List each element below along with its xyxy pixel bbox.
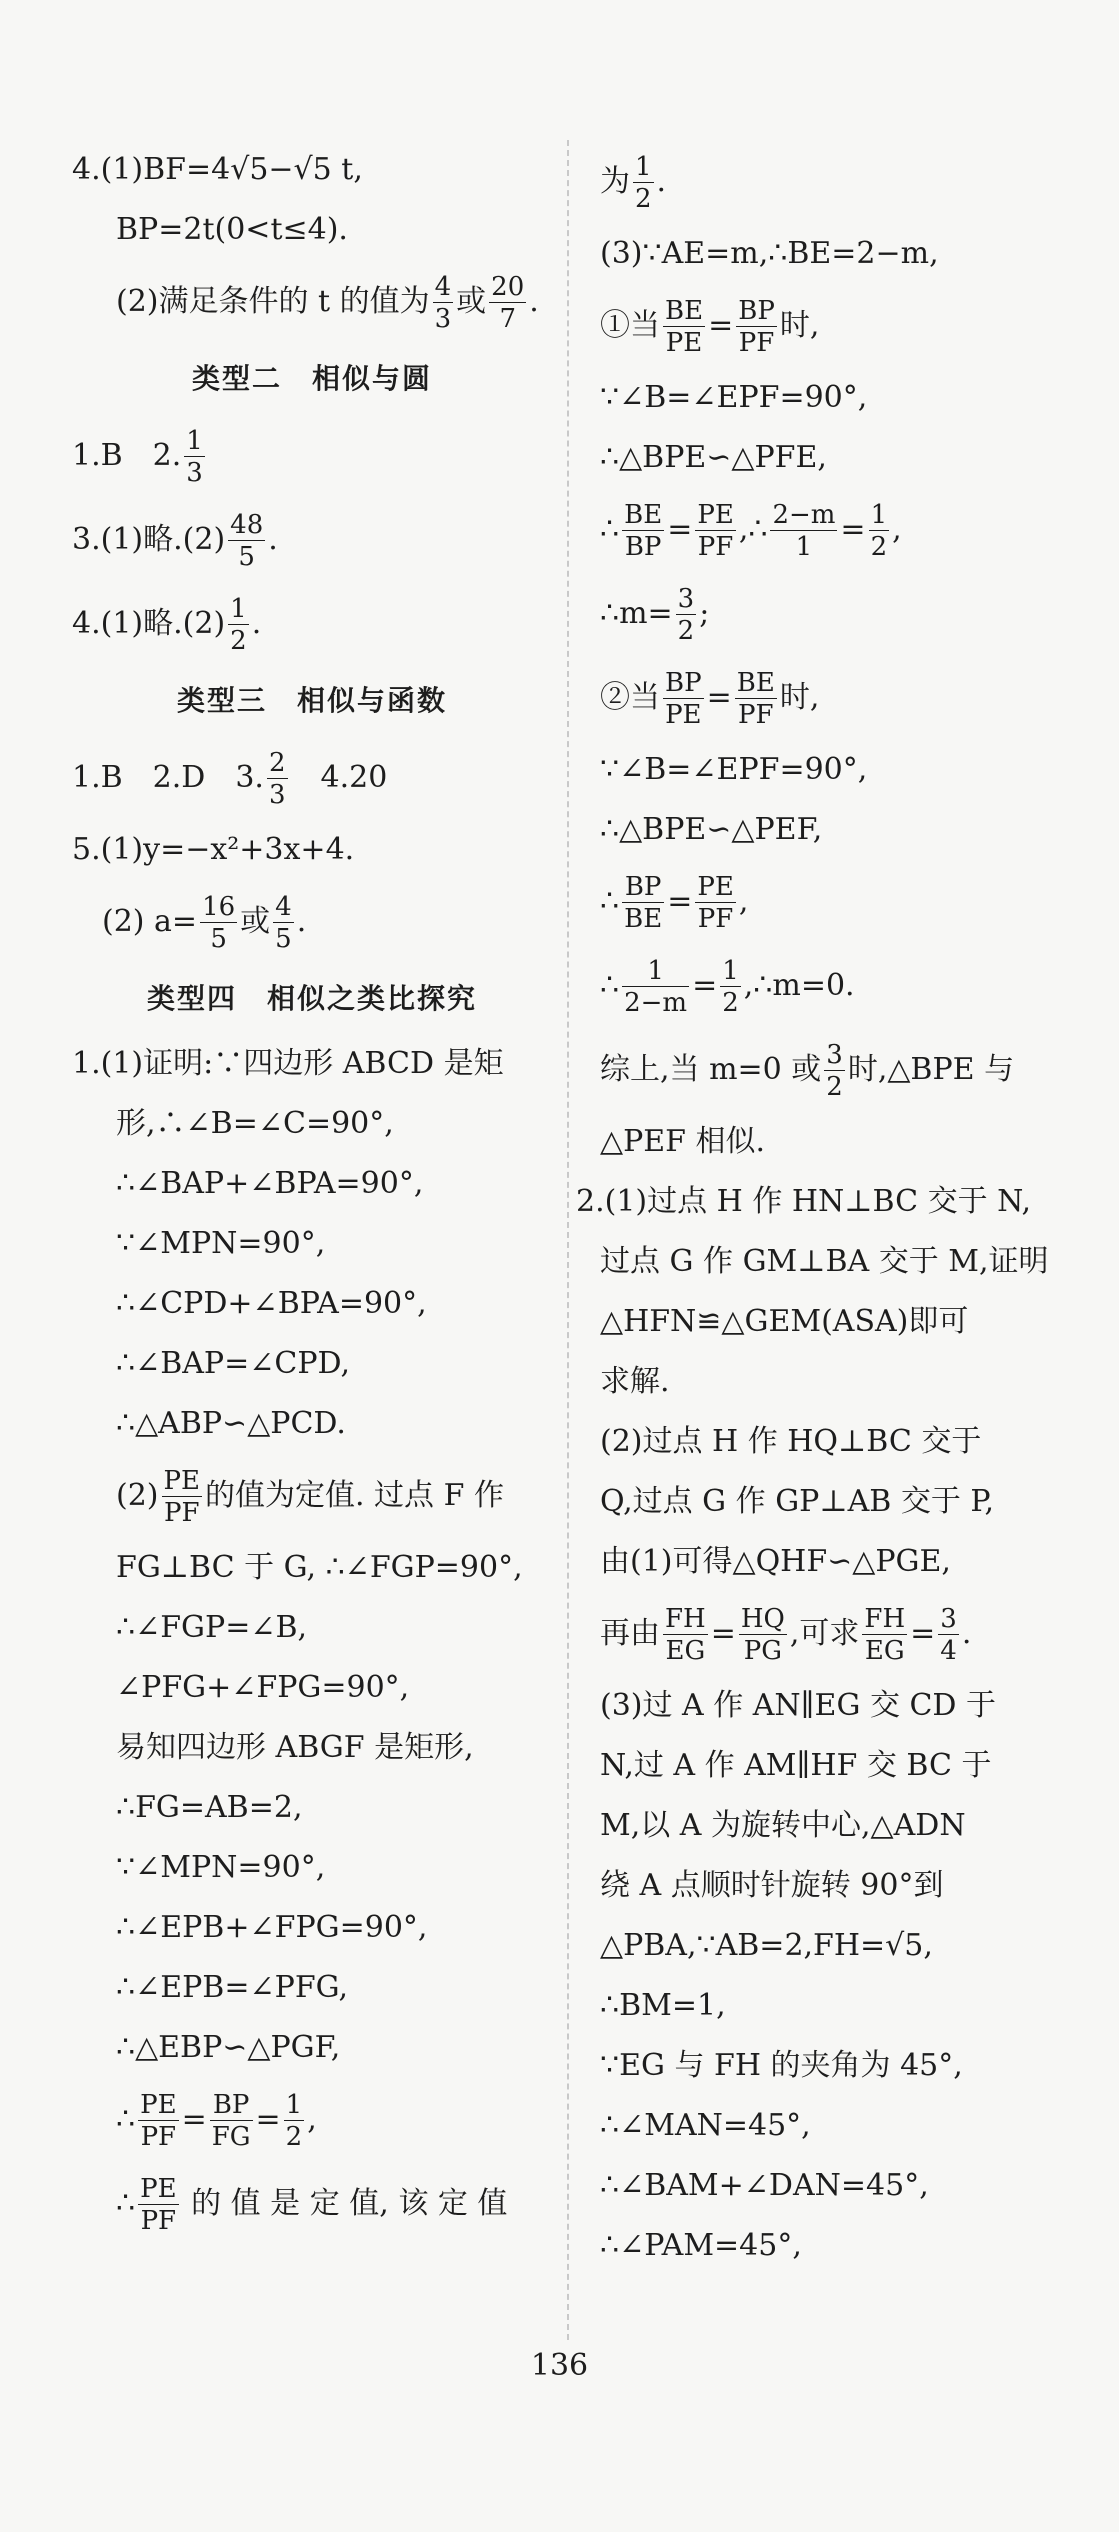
fraction: $\frac{FH}{EG}$ [665,1604,706,1666]
fraction: $\frac{HQ}{PG}$ [740,1604,785,1666]
answer-line: BP=2t(0<t≤4). [116,212,348,247]
fraction: $\frac{1}{2}$ [870,500,888,562]
answer-line: ∵∠B=∠EPF=90°, [600,752,868,787]
answer-line: ∴FG=AB=2, [116,1790,303,1825]
answer-line: ∴△EBP∽△PGF, [116,2030,341,2065]
answer-line: ∵∠MPN=90°, [116,1850,326,1885]
answer-line: ∵∠B=∠EPF=90°, [600,380,868,415]
answer-line: ∴∠CPD+∠BPA=90°, [116,1286,427,1321]
answer-line: Q,过点 G 作 GP⊥AB 交于 P, [600,1484,994,1519]
fraction: $\frac{BP}{BE}$ [624,872,663,934]
fraction: $\frac{PE}{PF}$ [163,1466,200,1528]
answer-line: 再由 $\frac{FH}{EG}$ = $\frac{HQ}{PG}$ ,可求 $\frac{FH}{EG}$ = $\frac{3}{4}$ . [600,1604,972,1666]
fraction: $\frac{FH}{EG}$ [864,1604,906,1666]
answer-line: ∴△BPE∽△PFE, [600,440,827,475]
answer-line: 4.(1)略.(2) $\frac{1}{2}$ . [72,594,262,656]
answer-line: 3.(1)略.(2) $\frac{48}{5}$ . [72,510,278,572]
answer-line: ∴∠PAM=45°, [600,2228,802,2263]
answer-line: ∴∠MAN=45°, [600,2108,811,2143]
answer-line: 5.(1)y=−x²+3x+4. [72,832,355,867]
answer-line: (3)∵AE=m,∴BE=2−m, [600,236,939,271]
answer-line: 2.(1)过点 H 作 HN⊥BC 交于 N, [576,1184,1032,1219]
answer-line: ∵EG 与 FH 的夹角为 45°, [600,2048,963,2083]
left-column [72,140,552,2246]
section-heading: 类型三 相似与函数 [176,684,447,717]
answer-line: ∴ $\frac{1}{2-m}$ = $\frac{1}{2}$ ,∴m=0. [600,956,855,1018]
answer-line: ②当 $\frac{BP}{PE}$ = $\frac{BE}{PF}$ 时, [600,668,820,730]
answer-line: 1.B 2. $\frac{1}{3}$ [72,426,203,488]
fraction: $\frac{1}{2}$ [722,956,739,1018]
answer-line: ∵∠MPN=90°, [116,1226,326,1261]
fraction: $\frac{BE}{PE}$ [665,296,704,358]
answer-line: △PBA,∵AB=2,FH=√5, [600,1928,933,1963]
fraction: $\frac{3}{2}$ [826,1040,843,1102]
answer-line: (3)过 A 作 AN∥EG 交 CD 于 [600,1688,997,1723]
fraction: $\frac{PE}{PF}$ [140,2090,177,2152]
answer-line: ∴∠BAP=∠CPD, [116,1346,351,1381]
fraction: $\frac{1}{2}$ [230,594,247,656]
answer-line: (2)满足条件的 t 的值为 $\frac{4}{3}$ 或 $\frac{20}{7}$ . [116,272,539,334]
fraction: $\frac{3}{4}$ [940,1604,957,1666]
fraction: $\frac{BP}{FG}$ [211,2090,251,2152]
fraction: $\frac{3}{2}$ [677,584,695,646]
fraction: $\frac{2}{3}$ [268,748,286,810]
column-divider [567,140,569,2340]
answer-line: (2) $\frac{PE}{PF}$ 的值为定值. 过点 F 作 [116,1466,504,1528]
fraction: $\frac{BE}{PF}$ [736,668,775,730]
answer-line: 绕 A 点顺时针旋转 90°到 [600,1868,944,1903]
answer-line: ∴∠EPB+∠FPG=90°, [116,1910,428,1945]
answer-line: (2)过点 H 作 HQ⊥BC 交于 [600,1424,982,1459]
answer-line: 由(1)可得△QHF∽△PGE, [600,1544,951,1579]
fraction: $\frac{2-m}{1}$ [772,500,836,562]
fraction: $\frac{1}{2}$ [285,2090,303,2152]
section-heading: 类型四 相似之类比探究 [146,982,477,1015]
answer-line: N,过 A 作 AM∥HF 交 BC 于 [600,1748,992,1783]
answer-line: M,以 A 为旋转中心,△ADN [600,1808,966,1843]
answer-line: ∴ $\frac{PE}{PF}$ 的 值 是 定 值, 该 定 值 [116,2174,508,2236]
fraction: $\frac{PE}{PF}$ [697,872,734,934]
fraction: $\frac{BP}{PF}$ [738,296,775,358]
answer-line: (2) a= $\frac{16}{5}$ 或 $\frac{4}{5}$ . [102,892,307,954]
answer-line: FG⊥BC 于 G, ∴∠FGP=90°, [116,1550,523,1585]
fraction: $\frac{1}{3}$ [186,426,203,488]
section-heading: 类型二 相似与圆 [191,362,432,395]
answer-line: ∠PFG+∠FPG=90°, [116,1670,410,1705]
answer-line: ∴ $\frac{BE}{BP}$ = $\frac{PE}{PF}$ ,∴ $\frac{2-m}{1}$ = $\frac{1}{2}$ , [600,500,902,562]
fraction: $\frac{PE}{PF}$ [140,2174,177,2236]
answer-line: ∴∠BAM+∠DAN=45°, [600,2168,929,2203]
answer-line: △HFN≌△GEM(ASA)即可 [600,1304,969,1339]
fraction: $\frac{BE}{BP}$ [624,500,663,562]
fraction: $\frac{16}{5}$ [202,892,236,954]
answer-line: ∴∠EPB=∠PFG, [116,1970,349,2005]
answer-line: ∴ $\frac{BP}{BE}$ = $\frac{PE}{PF}$ , [600,872,749,934]
answer-line: 综上,当 m=0 或 $\frac{3}{2}$ 时,△BPE 与 [600,1040,1015,1102]
fraction: $\frac{BP}{PE}$ [665,668,702,730]
answer-line: 4.(1)BF=4√5−√5 t, [72,152,363,187]
fraction: $\frac{1}{2}$ [635,152,652,214]
fraction: $\frac{48}{5}$ [230,510,264,572]
answer-line: 为 $\frac{1}{2}$ . [600,152,667,214]
fraction: $\frac{PE}{PF}$ [697,500,734,562]
answer-line: 1.B 2.D 3. $\frac{2}{3}$ 4.20 [72,748,388,810]
fraction: $\frac{4}{3}$ [434,272,452,334]
answer-line: △PEF 相似. [600,1124,766,1159]
answer-line: ∴△ABP∽△PCD. [116,1406,346,1441]
right-column [576,140,1070,2276]
answer-line: ∴ $\frac{PE}{PF}$ = $\frac{BP}{FG}$ = $\frac{1}{2}$ , [116,2090,317,2152]
answer-line: ∴∠BAP+∠BPA=90°, [116,1166,424,1201]
answer-line: 1.(1)证明:∵四边形 ABCD 是矩 [72,1046,504,1081]
answer-line: ∴∠FGP=∠B, [116,1610,308,1645]
fraction: $\frac{1}{2-m}$ [624,956,688,1018]
answer-line: 过点 G 作 GM⊥BA 交于 M,证明 [600,1244,1049,1279]
answer-line: 求解. [600,1364,670,1399]
fraction: $\frac{4}{5}$ [275,892,292,954]
page-number: 136 [530,2348,589,2383]
fraction: $\frac{20}{7}$ [491,272,525,334]
answer-line: ∴m= $\frac{3}{2}$ ; [600,584,710,646]
answer-line: 易知四边形 ABGF 是矩形, [116,1730,474,1765]
answer-line: ∴△BPE∽△PEF, [600,812,823,847]
answer-line: 形,∴∠B=∠C=90°, [116,1106,394,1141]
answer-line: ∴BM=1, [600,1988,726,2023]
answer-line: ①当 $\frac{BE}{PE}$ = $\frac{BP}{PF}$ 时, [600,296,820,358]
